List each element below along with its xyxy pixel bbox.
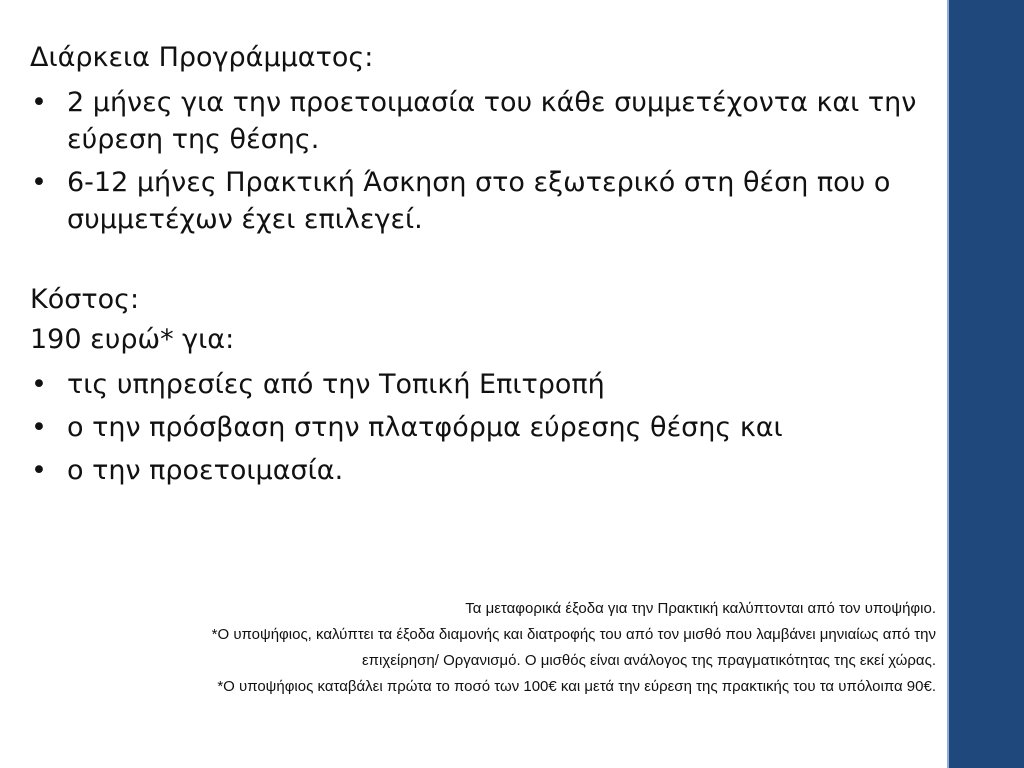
cost-item-text: ο την πρόσβαση στην πλατφόρμα εύρεσης θέσης και	[67, 412, 783, 443]
cost-item-text: τις υπηρεσίες από την Τοπική Επιτροπή	[67, 369, 605, 400]
bullet-icon: •	[31, 167, 47, 198]
duration-item-text: 2 μήνες για την προετοιμασία του κάθε συμμετέχοντα και την εύρεση της θέσης.	[67, 87, 917, 155]
footnotes	[176, 596, 936, 700]
side-accent-bar	[947, 0, 1024, 768]
footnote-transport: Τα μεταφορικά έξοδα για την Πρακτική καλύπτονται από τον υποψήφιο.	[465, 600, 936, 617]
bullet-icon: •	[31, 455, 47, 486]
slide-body	[30, 38, 930, 489]
cost-item	[30, 452, 930, 489]
footnote-payment: *Ο υποψήφιος καταβάλει πρώτα το ποσό των 100€ και μετά την εύρεση της πρακτικής του τα υπόλοιπα 90€.	[217, 678, 936, 695]
cost-item-text: ο την προετοιμασία.	[67, 455, 344, 486]
cost-item	[30, 366, 930, 403]
duration-item	[30, 84, 930, 158]
duration-item-text: 6-12 μήνες Πρακτική Άσκηση στο εξωτερικό στη θέση που ο συμμετέχων έχει επιλεγεί.	[67, 167, 891, 235]
footnote-living-costs: *Ο υποψήφιος, καλύπτει τα έξοδα διαμονής και διατροφής του από τον μισθό που λαμβάνει μηνιαίως από την επιχείρηση/ Οργανισμό. Ο μισθός είναι ανάλογος της πραγματικότητας της εκεί χώρας.	[211, 626, 936, 669]
bullet-icon: •	[31, 369, 47, 400]
duration-heading: Διάρκεια Προγράμματος:	[30, 42, 374, 73]
duration-item	[30, 164, 930, 238]
cost-amount: 190 ευρώ* για:	[30, 324, 235, 355]
bullet-icon: •	[31, 87, 47, 118]
spacer	[30, 238, 930, 280]
bullet-icon: •	[31, 412, 47, 443]
cost-item	[30, 409, 930, 446]
side-accent-edge	[947, 0, 949, 768]
cost-heading: Κόστος:	[30, 284, 140, 315]
